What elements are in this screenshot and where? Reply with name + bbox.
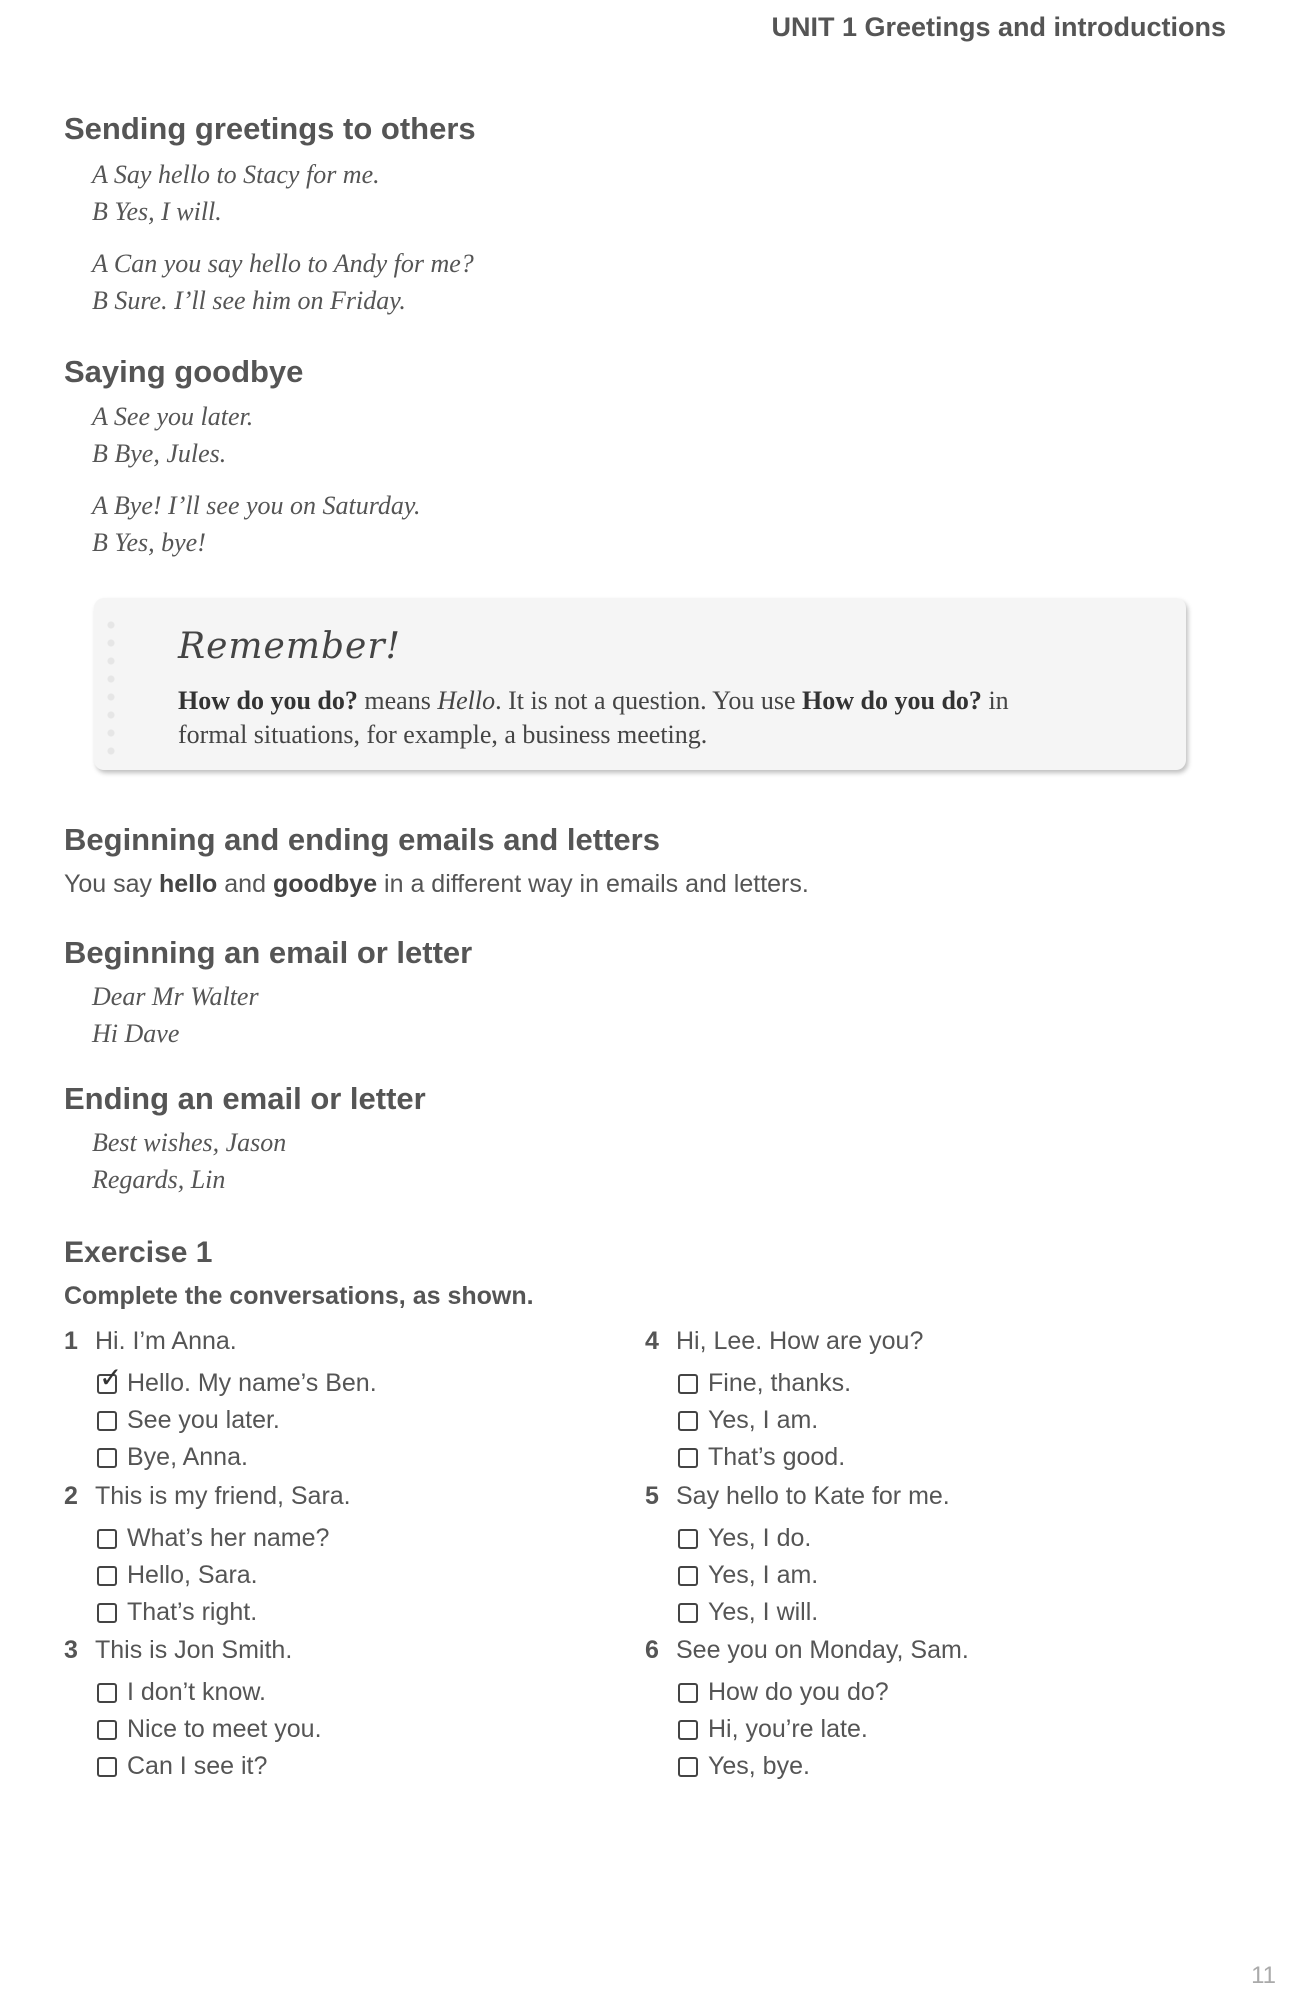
question-number: 2 bbox=[64, 1482, 78, 1510]
text-run: in a different way in emails and letters. bbox=[377, 870, 809, 898]
heading-beginning-email: Beginning an email or letter bbox=[64, 935, 473, 970]
option-label: Hi, you’re late. bbox=[708, 1715, 868, 1743]
phrase-italic: Hello bbox=[437, 686, 496, 715]
page-number: 11 bbox=[1251, 1962, 1276, 1989]
heading-sending-greetings: Sending greetings to others bbox=[64, 111, 476, 146]
remember-box bbox=[94, 598, 1186, 770]
text-run: . It is not a question. You use bbox=[495, 686, 803, 715]
checkbox[interactable] bbox=[678, 1683, 698, 1703]
exercise-title: Exercise 1 bbox=[64, 1236, 213, 1269]
decorative-dots bbox=[102, 616, 120, 756]
dialog-saying-goodbye bbox=[92, 398, 421, 561]
answer-option[interactable] bbox=[97, 1748, 322, 1785]
checkbox[interactable] bbox=[97, 1757, 117, 1777]
answer-option[interactable] bbox=[97, 1520, 329, 1557]
option-label: Bye, Anna. bbox=[127, 1443, 248, 1471]
option-label: Can I see it? bbox=[127, 1752, 268, 1780]
dialog-line: B Sure. I’ll see him on Friday. bbox=[92, 286, 406, 315]
answer-option[interactable] bbox=[678, 1748, 889, 1785]
option-label: That’s good. bbox=[708, 1443, 846, 1471]
heading-ending-email: Ending an email or letter bbox=[64, 1081, 426, 1116]
option-label: Hello, Sara. bbox=[127, 1561, 258, 1589]
option-label: Yes, I am. bbox=[708, 1406, 819, 1434]
checkbox[interactable] bbox=[678, 1411, 698, 1431]
question-number: 6 bbox=[645, 1636, 659, 1664]
dialog-line: A Say hello to Stacy for me. bbox=[92, 160, 380, 189]
phrase-bold: How do you do? bbox=[178, 686, 358, 715]
word-bold: hello bbox=[158, 870, 218, 898]
option-label: Yes, bye. bbox=[708, 1752, 810, 1780]
answer-option[interactable] bbox=[97, 1711, 322, 1748]
checkbox[interactable] bbox=[678, 1448, 698, 1468]
answer-option[interactable] bbox=[678, 1711, 889, 1748]
word-bold: goodbye bbox=[272, 870, 378, 898]
exercise-instruction: Complete the conversations, as shown. bbox=[64, 1282, 534, 1310]
examples-ending-email bbox=[92, 1124, 286, 1198]
option-label: Yes, I do. bbox=[708, 1524, 812, 1552]
option-label: How do you do? bbox=[708, 1678, 889, 1706]
examples-beginning-email bbox=[92, 978, 259, 1052]
answer-option[interactable] bbox=[678, 1594, 818, 1631]
answer-option[interactable] bbox=[97, 1439, 377, 1476]
answer-option[interactable] bbox=[97, 1557, 329, 1594]
dialog-line: A See you later. bbox=[92, 402, 254, 431]
dialog-line: A Can you say hello to Andy for me? bbox=[92, 249, 474, 278]
option-label: Yes, I am. bbox=[708, 1561, 819, 1589]
text-run: in formal situations, for example, a business meeting. bbox=[178, 686, 1009, 749]
answer-options bbox=[97, 1520, 329, 1631]
question-prompt: Hi. I’m Anna. bbox=[95, 1327, 237, 1355]
heading-emails-letters: Beginning and ending emails and letters bbox=[64, 822, 660, 857]
option-label: Yes, I will. bbox=[708, 1598, 819, 1626]
checkbox[interactable] bbox=[97, 1448, 117, 1468]
text-run: You say bbox=[64, 870, 159, 898]
checked-checkbox[interactable] bbox=[97, 1360, 123, 1394]
option-label: Fine, thanks. bbox=[708, 1369, 852, 1397]
dialog-line: B Yes, I will. bbox=[92, 197, 222, 226]
remember-title: Remember! bbox=[178, 626, 402, 667]
question-prompt: This is my friend, Sara. bbox=[95, 1482, 351, 1510]
checkbox[interactable] bbox=[678, 1374, 698, 1394]
example-line: Hi Dave bbox=[92, 1019, 180, 1048]
example-line: Best wishes, Jason bbox=[92, 1128, 287, 1157]
answer-option[interactable] bbox=[678, 1557, 818, 1594]
heading-saying-goodbye: Saying goodbye bbox=[64, 354, 304, 389]
dialog-line: B Bye, Jules. bbox=[92, 439, 227, 468]
text-run: means bbox=[357, 686, 438, 715]
phrase-bold: How do you do? bbox=[802, 686, 982, 715]
dialog-line: B Yes, bye! bbox=[92, 528, 206, 557]
option-label: I don’t know. bbox=[127, 1678, 266, 1706]
checkbox[interactable] bbox=[678, 1720, 698, 1740]
answer-option[interactable] bbox=[678, 1365, 851, 1402]
answer-option[interactable] bbox=[678, 1402, 851, 1439]
option-label: That’s right. bbox=[127, 1598, 258, 1626]
answer-option[interactable] bbox=[97, 1674, 322, 1711]
question-number: 5 bbox=[645, 1482, 659, 1510]
checkbox[interactable] bbox=[678, 1603, 698, 1623]
example-line: Dear Mr Walter bbox=[92, 982, 259, 1011]
question-number: 3 bbox=[64, 1636, 78, 1664]
emails-intro bbox=[64, 870, 809, 899]
dialog-sending-greetings bbox=[92, 156, 474, 319]
answer-option[interactable] bbox=[97, 1594, 329, 1631]
dialog-line: A Bye! I’ll see you on Saturday. bbox=[92, 491, 421, 520]
remember-text bbox=[178, 684, 1038, 752]
answer-options bbox=[678, 1520, 818, 1631]
question-prompt: Say hello to Kate for me. bbox=[676, 1482, 950, 1510]
checkmark-icon: ✓ bbox=[99, 1360, 123, 1394]
checkbox[interactable] bbox=[678, 1529, 698, 1549]
checkbox[interactable] bbox=[678, 1757, 698, 1777]
answer-option[interactable] bbox=[97, 1402, 377, 1439]
answer-options bbox=[97, 1674, 322, 1785]
answer-options bbox=[678, 1674, 889, 1785]
checkbox[interactable] bbox=[97, 1720, 117, 1740]
question-prompt: This is Jon Smith. bbox=[95, 1636, 293, 1664]
option-label: What’s her name? bbox=[127, 1524, 330, 1552]
answer-option[interactable] bbox=[678, 1520, 818, 1557]
option-label: See you later. bbox=[127, 1406, 280, 1434]
question-prompt: See you on Monday, Sam. bbox=[676, 1636, 969, 1664]
checkbox[interactable] bbox=[97, 1529, 117, 1549]
checkbox[interactable] bbox=[678, 1566, 698, 1586]
answer-option[interactable] bbox=[97, 1360, 377, 1402]
question-number: 4 bbox=[645, 1327, 659, 1355]
answer-option[interactable] bbox=[678, 1674, 889, 1711]
answer-option[interactable] bbox=[678, 1439, 851, 1476]
option-label: Nice to meet you. bbox=[127, 1715, 322, 1743]
text-run: and bbox=[217, 870, 273, 898]
question-prompt: Hi, Lee. How are you? bbox=[676, 1327, 924, 1355]
answer-options bbox=[97, 1360, 377, 1476]
answer-options bbox=[678, 1365, 851, 1476]
checkbox[interactable] bbox=[97, 1566, 117, 1586]
checkbox[interactable] bbox=[97, 1603, 117, 1623]
running-head: UNIT 1 Greetings and introductions bbox=[771, 12, 1226, 42]
checkbox[interactable] bbox=[97, 1411, 117, 1431]
question-number: 1 bbox=[64, 1327, 78, 1355]
example-line: Regards, Lin bbox=[92, 1165, 226, 1194]
checkbox[interactable] bbox=[97, 1683, 117, 1703]
option-label: Hello. My name’s Ben. bbox=[127, 1369, 377, 1397]
